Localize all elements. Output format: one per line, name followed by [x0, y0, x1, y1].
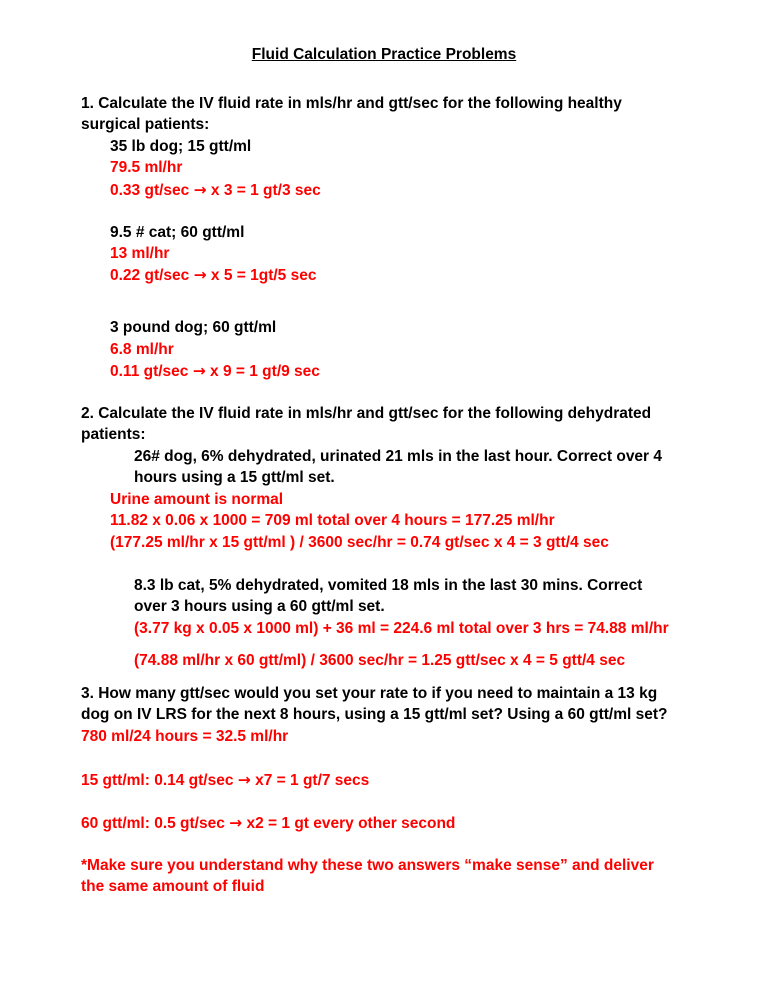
q3-answer-15-post: x7 = 1 gt/7 secs — [255, 772, 370, 789]
q1a-ml-hr-answer: 79.5 ml/hr — [110, 159, 183, 176]
q3-answer-60-pre: 60 gtt/ml: 0.5 gt/sec — [81, 815, 225, 832]
q2b-answer-line2: (74.88 ml/hr x 60 gtt/ml) / 3600 sec/hr = 1.25 gtt/sec x 4 = 5 gtt/4 sec — [134, 652, 626, 669]
q2b-prompt-line2: over 3 hours using a 60 gtt/ml set. — [134, 598, 385, 615]
q2b-answer-line1: (3.77 kg x 0.05 x 1000 ml) + 36 ml = 224.6 ml total over 3 hrs = 74.88 ml/hr — [134, 620, 669, 637]
q3-answer-15-pre: 15 gtt/ml: 0.14 gt/sec — [81, 772, 234, 789]
q1a-gtt-answer — [110, 180, 321, 201]
q1c-gtt-pre: 0.11 gt/sec — [110, 363, 189, 380]
q3-question-line2: dog on IV LRS for the next 8 hours, using a 15 gtt/ml set? Using a 60 gtt/ml set? — [81, 706, 668, 723]
q1a-gtt-pre: 0.33 gt/sec — [110, 182, 190, 199]
q1b-gtt-pre: 0.22 gt/sec — [110, 267, 190, 284]
q3-answer-60-post: x2 = 1 gt every other second — [246, 815, 456, 832]
q1a-prompt: 35 lb dog; 15 gtt/ml — [110, 138, 252, 155]
q1c-gtt-post: x 9 = 1 gt/9 sec — [210, 363, 320, 380]
q1b-gtt-post: x 5 = 1gt/5 sec — [210, 267, 317, 284]
right-arrow-icon: → — [237, 771, 251, 789]
q2a-prompt-line2: hours using a 15 gtt/ml set. — [134, 469, 335, 486]
q2-question-line1: 2. Calculate the IV fluid rate in mls/hr and gtt/sec for the following dehydrated — [81, 405, 652, 422]
q3-answer-line1: 780 ml/24 hours = 32.5 ml/hr — [81, 728, 289, 745]
q2-question-line2: patients: — [81, 426, 146, 443]
q3-answer-60gtt — [81, 813, 455, 834]
q1c-gtt-answer — [110, 361, 320, 382]
q2b-prompt-line1: 8.3 lb cat, 5% dehydrated, vomited 18 mls in the last 30 mins. Correct — [134, 577, 643, 594]
q1c-prompt: 3 pound dog; 60 gtt/ml — [110, 319, 277, 336]
q2a-answer-line1: Urine amount is normal — [110, 491, 284, 508]
right-arrow-icon: → — [192, 362, 206, 380]
q1b-gtt-answer — [110, 265, 316, 286]
q1a-gtt-post: x 3 = 1 gt/3 sec — [210, 182, 321, 199]
q1b-ml-hr-answer: 13 ml/hr — [110, 245, 170, 262]
q3-note-line1: *Make sure you understand why these two answers “make sense” and deliver — [81, 857, 654, 874]
page-title: Fluid Calculation Practice Problems — [251, 46, 517, 63]
q1c-ml-hr-answer: 6.8 ml/hr — [110, 341, 174, 358]
q2a-answer-line3: (177.25 ml/hr x 15 gtt/ml ) / 3600 sec/hr = 0.74 gt/sec x 4 = 3 gtt/4 sec — [110, 534, 609, 551]
q1-question-line1: 1. Calculate the IV fluid rate in mls/hr and gtt/sec for the following healthy — [81, 95, 622, 112]
right-arrow-icon: → — [193, 181, 207, 199]
q3-answer-15gtt — [81, 770, 369, 791]
q3-note-line2: the same amount of fluid — [81, 878, 265, 895]
q2a-prompt-line1: 26# dog, 6% dehydrated, urinated 21 mls in the last hour. Correct over 4 — [134, 448, 663, 465]
right-arrow-icon: → — [229, 814, 243, 832]
q1-question-line2: surgical patients: — [81, 116, 210, 133]
q2a-answer-line2: 11.82 x 0.06 x 1000 = 709 ml total over 4 hours = 177.25 ml/hr — [110, 512, 555, 529]
q1b-prompt: 9.5 # cat; 60 gtt/ml — [110, 224, 245, 241]
q3-question-line1: 3. How many gtt/sec would you set your rate to if you need to maintain a 13 kg — [81, 685, 658, 702]
right-arrow-icon: → — [193, 266, 207, 284]
